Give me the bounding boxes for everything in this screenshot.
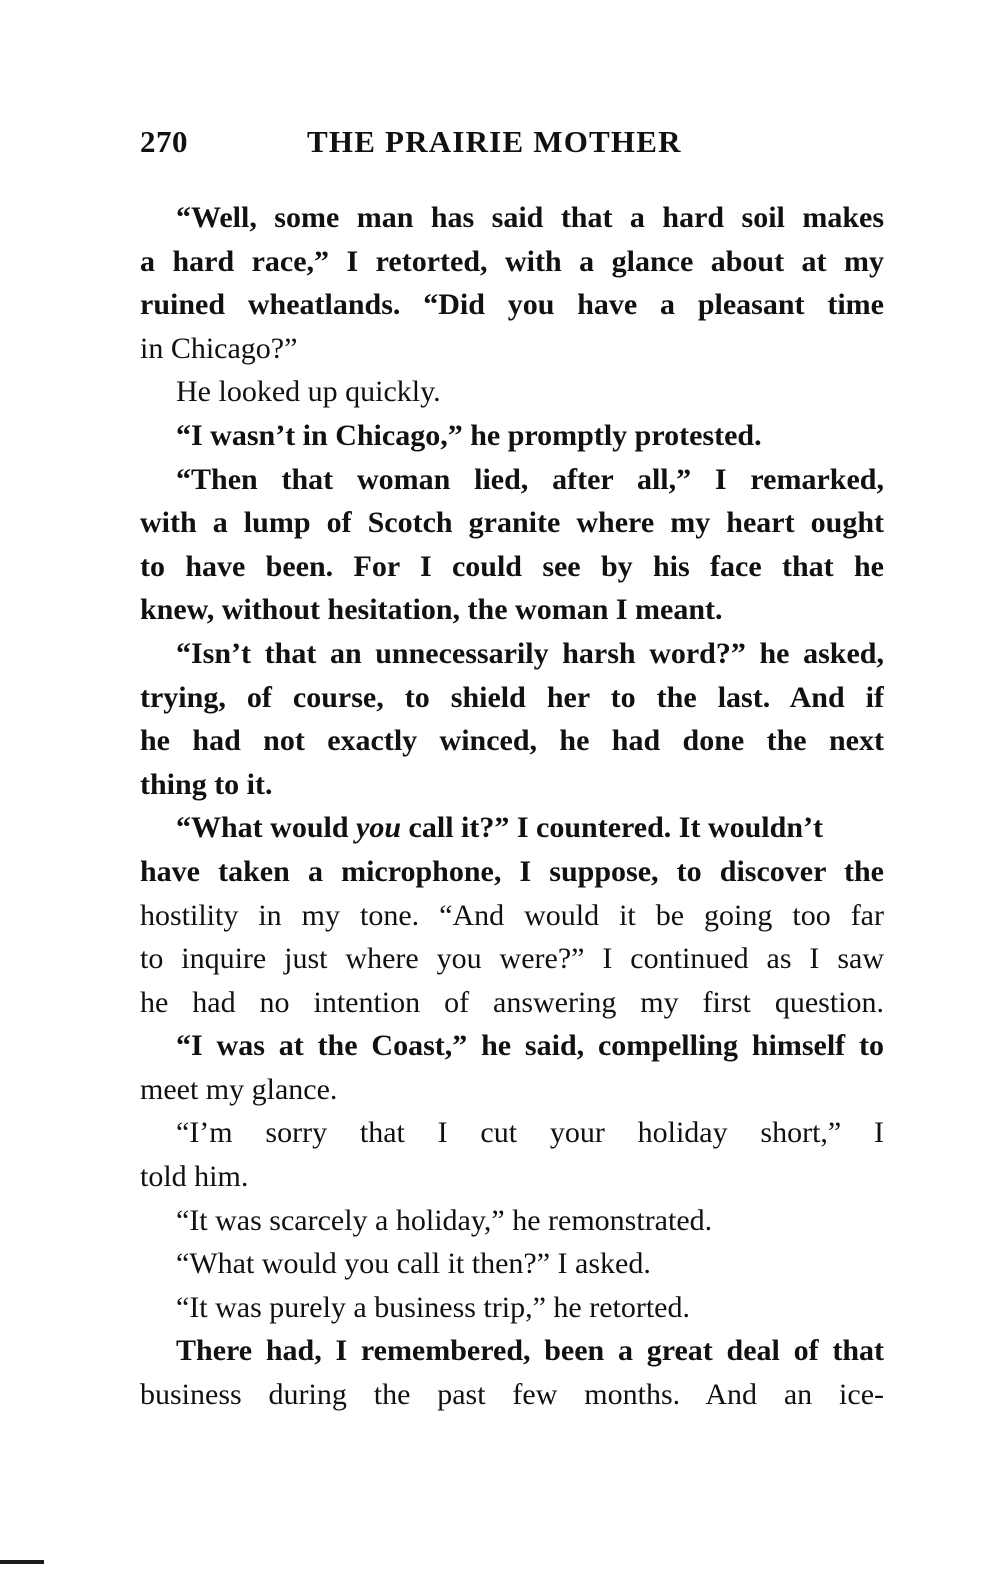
text-line: “Well, some man has said that a hard soil makes: [176, 201, 884, 234]
text-line: thing to it.: [140, 767, 273, 801]
text-line: with a lump of Scotch granite where my heart ought: [140, 506, 884, 540]
page-number: 270: [140, 124, 188, 159]
text-line: trying, of course, to shield her to the last. And if: [140, 680, 884, 714]
text-line: to have been. For I could see by his face that he: [140, 549, 884, 583]
text-line: “It was scarcely a holiday,” he remonstrated.: [176, 1203, 713, 1237]
text-line: to inquire just where you were?” I continued as I saw: [140, 942, 884, 976]
text-line: “What would you call it then?” I asked.: [176, 1247, 651, 1281]
page-edge-mark: [0, 1560, 44, 1564]
text-line: have taken a microphone, I suppose, to discover the: [140, 854, 884, 888]
text-line: “I was at the Coast,” he said, compelling himself to: [176, 1029, 884, 1063]
text-line: ruined wheatlands. “Did you have a pleasant time: [140, 288, 884, 322]
text-line: He looked up quickly.: [176, 375, 441, 409]
text-line: he had not exactly winced, he had done the next: [140, 724, 884, 758]
text-line: a hard race,” I retorted, with a glance about at my: [140, 244, 884, 278]
text-line: hostility in my tone. “And would it be going too far: [140, 898, 884, 932]
italic-emphasis: you: [356, 811, 402, 845]
text-line-part: “What would: [176, 811, 357, 845]
text-line: There had, I remembered, been a great deal of that: [176, 1334, 884, 1368]
text-line: [140, 806, 884, 850]
text-line: knew, without hesitation, the woman I meant.: [140, 593, 723, 627]
text-line: “I wasn’t in Chicago,” he promptly protested.: [176, 418, 762, 452]
text-line: “It was purely a business trip,” he retorted.: [176, 1290, 690, 1324]
text-line: meet my glance.: [140, 1072, 338, 1106]
text-line: business during the past few months. And an ice-: [140, 1378, 884, 1412]
body-text: [140, 196, 884, 1417]
running-head: [140, 124, 740, 164]
text-line: “I’m sorry that I cut your holiday short,” I: [176, 1116, 884, 1150]
running-title: THE PRAIRIE MOTHER: [307, 124, 682, 159]
text-line: “Isn’t that an unnecessarily harsh word?” he asked,: [176, 636, 884, 670]
text-line: “Then that woman lied, after all,” I remarked,: [176, 462, 884, 496]
text-line: he had no intention of answering my first question.: [140, 985, 884, 1019]
text-line-part: call it?” I countered. It wouldn’t: [401, 811, 823, 845]
text-line: in Chicago?”: [140, 331, 298, 365]
text-line: told him.: [140, 1160, 249, 1194]
